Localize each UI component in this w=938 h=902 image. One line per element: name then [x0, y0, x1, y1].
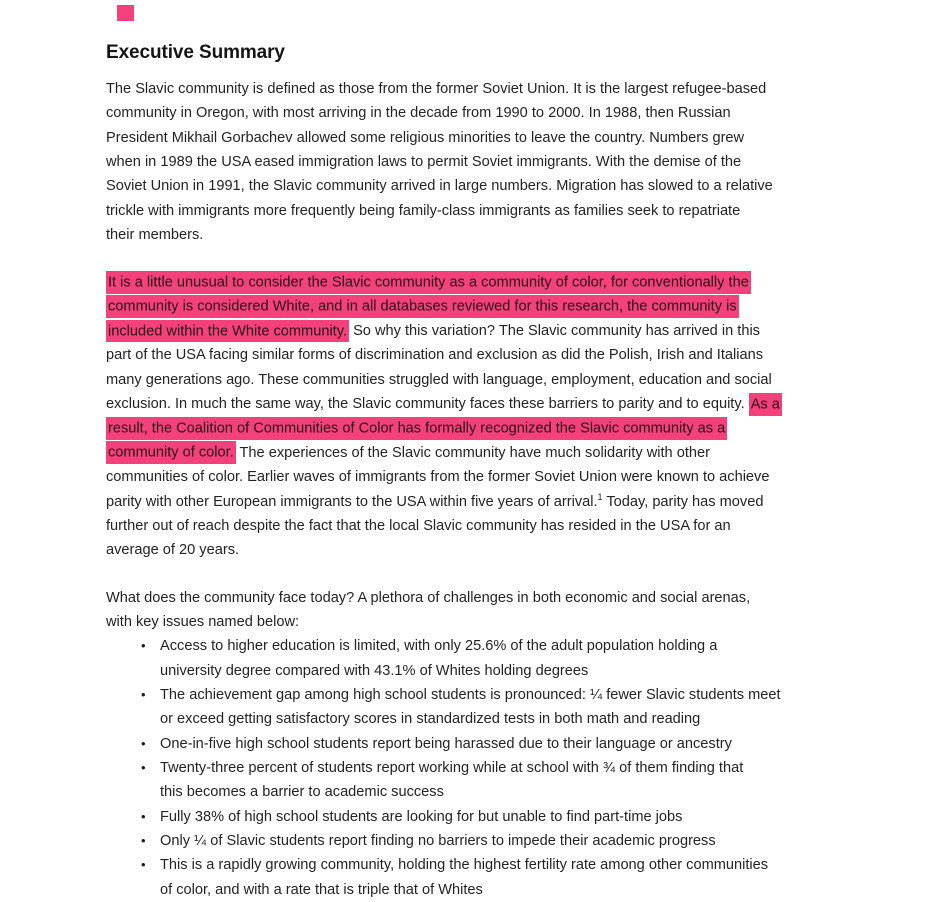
body-text: with key issues named below: [106, 613, 300, 630]
highlighted-text: It is a little unusual to consider the Slavic community as a community of color, for conventionally the [106, 271, 751, 294]
text-line [106, 586, 848, 610]
text-line [106, 392, 848, 416]
bullet-text [160, 634, 848, 683]
bullet-text [160, 756, 848, 805]
bullet-marker: • [141, 686, 146, 702]
text-line [106, 514, 848, 538]
body-text: Only ¼ of Slavic students report finding no barriers to impede their academic progress [160, 832, 716, 849]
document-heading: Executive Summary [106, 42, 285, 63]
bullet-text [160, 805, 848, 829]
paragraph [106, 77, 848, 247]
body-text: Twenty-three percent of students report working while at school with ¾ of them finding that [160, 759, 744, 776]
text-line [106, 174, 848, 198]
body-text: parity with other European immigrants to the USA within five years of arrival. [106, 493, 598, 510]
bullet-item [106, 683, 848, 732]
text-line [106, 465, 848, 489]
body-text: this becomes a barrier to academic success [160, 784, 444, 801]
text-line [106, 126, 848, 150]
bullet-text [160, 829, 848, 853]
paragraph [106, 270, 848, 562]
text-line [106, 416, 848, 440]
bullet-item [106, 634, 848, 683]
text-line [106, 150, 848, 174]
text-line [106, 538, 848, 562]
body-text: part of the USA facing similar forms of discrimination and exclusion as did the Polish, Irish and Italians [106, 347, 764, 364]
text-line [160, 805, 848, 829]
body-text: The achievement gap among high school students is pronounced: ¼ fewer Slavic students meet [160, 686, 781, 703]
body-text: The Slavic community is defined as those from the former Soviet Union. It is the largest refugee-based [106, 81, 767, 97]
bullet-text [160, 853, 848, 902]
body-text: What does the community face today? A plethora of challenges in both economic and social arenas, [106, 589, 751, 606]
body-text: exclusion. In much the same way, the Slavic community faces these barriers to parity and to equity. [106, 396, 749, 413]
bullet-marker: • [141, 808, 146, 824]
text-line [106, 368, 848, 392]
highlighted-text: community of color. [106, 441, 236, 464]
body-text: This is a rapidly growing community, holding the highest fertility rate among other communities [160, 857, 769, 874]
text-line [106, 441, 848, 465]
text-line [160, 659, 848, 683]
text-line [106, 223, 848, 247]
text-line [106, 490, 848, 514]
bullet-item [106, 805, 848, 829]
text-line [106, 319, 848, 343]
bullet-marker: • [141, 735, 146, 751]
text-line [160, 683, 848, 707]
body-text: Access to higher education is limited, with only 25.6% of the adult population holding a [160, 638, 718, 655]
bullet-item [106, 829, 848, 853]
highlighted-text: community is considered White, and in all databases reviewed for this research, the community is [106, 295, 739, 318]
text-line [160, 780, 848, 804]
body-text: Today, parity has moved [602, 493, 764, 510]
paragraph [106, 586, 848, 635]
body-text: university degree compared with 43.1% of Whites holding degrees [160, 662, 589, 679]
bullet-marker: • [141, 857, 146, 873]
highlighted-text: As a [749, 393, 782, 416]
text-line [160, 756, 848, 780]
body-text: President Mikhail Gorbachev allowed some religious minorities to leave the country. Numbers grew [106, 129, 745, 146]
bullet-text [160, 683, 848, 732]
highlighted-text: result, the Coalition of Communities of Color has formally recognized the Slavic community as a [106, 417, 727, 440]
body-text: community in Oregon, with most arriving in the decade from 1990 to 2000. In 1988, then Russian [106, 105, 731, 122]
footnote-reference: 1 [597, 491, 603, 502]
text-line [106, 343, 848, 367]
highlighted-text: included within the White community. [106, 320, 349, 343]
bullet-marker: • [141, 832, 146, 848]
bullet-marker: • [141, 638, 146, 654]
bullet-text [160, 732, 848, 756]
text-line [160, 829, 848, 853]
body-text: further out of reach despite the fact that the local Slavic community has resided in the USA for an [106, 517, 731, 534]
body-text: Soviet Union in 1991, the Slavic community arrived in large numbers. Migration has slowed to a relative [106, 178, 773, 195]
body-text: or exceed getting satisfactory scores in standardized tests in both math and reading [160, 711, 701, 728]
text-line [106, 199, 848, 223]
text-line [160, 878, 848, 902]
text-line [106, 77, 848, 101]
bullet-list [106, 634, 848, 902]
text-line [106, 270, 848, 294]
body-text: trickle with immigrants more frequently being family-class immigrants as families seek to repatriate [106, 202, 741, 219]
bullet-item [106, 732, 848, 756]
text-line [106, 101, 848, 125]
text-line [106, 295, 848, 319]
text-line [160, 707, 848, 731]
text-line [160, 634, 848, 658]
document-blocks [106, 77, 848, 902]
document-body [106, 42, 848, 902]
bullet-marker: • [141, 759, 146, 775]
bullet-item [106, 853, 848, 902]
body-text: when in 1989 the USA eased immigration laws to permit Soviet immigrants. With the demise of the [106, 154, 742, 171]
body-text: Fully 38% of high school students are looking for but unable to find part-time jobs [160, 808, 683, 825]
body-text: communities of color. Earlier waves of immigrants from the former Soviet Union were known to achieve [106, 469, 770, 486]
text-line [160, 732, 848, 756]
text-line [106, 610, 848, 634]
highlight-fragment-mark [117, 5, 134, 21]
body-text: many generations ago. These communities struggled with language, employment, education and social [106, 371, 772, 388]
body-text: One-in-five high school students report being harassed due to their language or ancestry [160, 735, 732, 752]
body-text: So why this variation? The Slavic community has arrived in this [349, 323, 760, 340]
body-text: of color, and with a rate that is triple that of Whites [160, 881, 483, 898]
body-text: average of 20 years. [106, 542, 240, 559]
bullet-item [106, 756, 848, 805]
text-line [160, 853, 848, 877]
body-text: their members. [106, 227, 204, 244]
body-text: The experiences of the Slavic community have much solidarity with other [235, 444, 710, 461]
